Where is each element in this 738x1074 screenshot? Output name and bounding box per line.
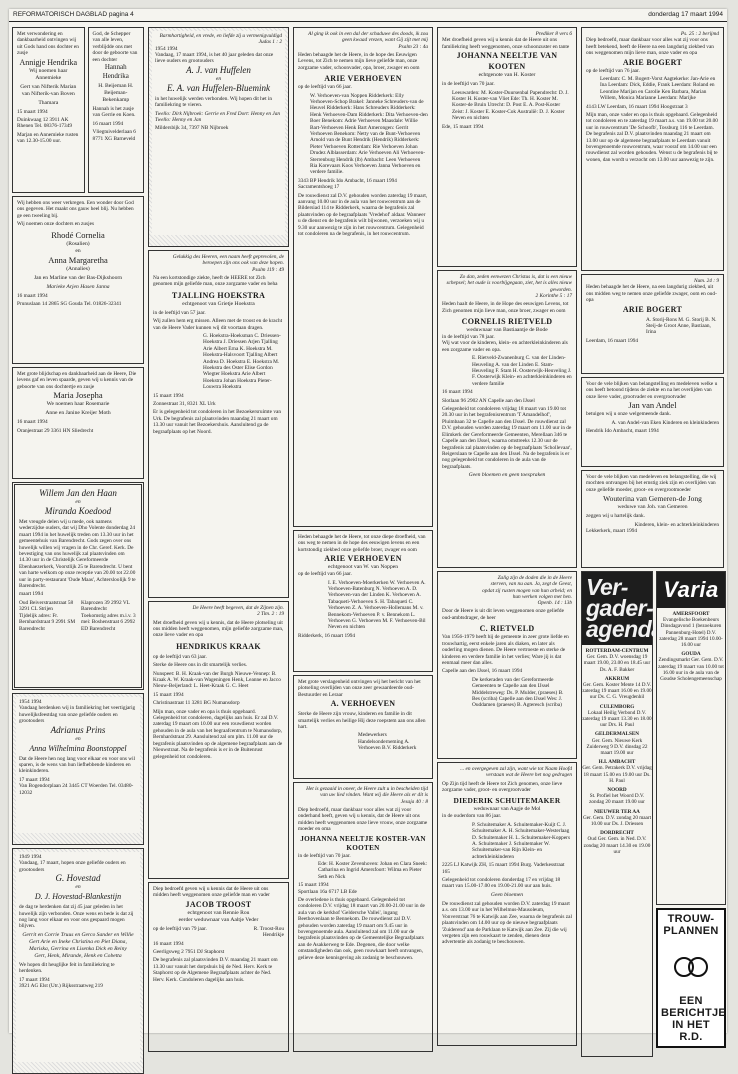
ad-age: in de leeftijd van 70 jaar. — [442, 81, 495, 88]
ad-verse: Gelukkig des Heeren, een naam heeft geprevolen, de beroepen zijn ons ook van deze hopen. — [172, 254, 284, 267]
ad-address-4: Toekomstig adres m.i.v. 3 mei: Boshenstraat 6 2992 ED Barendrecht — [81, 612, 136, 632]
agenda-item-text: Ger. Gem. D.V. woensdag 19 maart 19.00, 23.00 en 18.45 uur Ds. A. F. Bakker — [583, 654, 651, 673]
ad-signature: Geen bloemen en geen toespraken — [468, 472, 546, 479]
ad-family: G. Hoekstra-Hoeksman C. Driessen-Hoekstra J. Driessen Arjen Tjalling Arie Albert Erna K. Hoekstra M. Hoekstra-Halsvoort Tjalling Albert Andrea D. Hoekstra E. Hoekstra M. Hoekstra des Oster Elise Gordon Wiegter Hoekstra Arie Albert Hoekstra Johan Hoekstra Pieter-Louwtra Hoekstra — [203, 332, 281, 391]
ad-signature: A. van Andel-van Eken Kinderen en kleinkinderen — [611, 419, 719, 426]
ad-address: Prunuslaan 14 2865 SG Gouda Tel. 01826-32341 — [17, 301, 122, 308]
ad-subtitle: weduwnaar van Aagje de Mol — [473, 806, 541, 813]
ad-address: Geerligsweg 2 7951 DJ Staphorst — [153, 949, 225, 956]
ad-name-2: Anna Wilhelmina Boonstoppel — [29, 743, 127, 753]
agenda-item-text: Ger. Gem. Nieuwe Kerk Zuiderweg 9 D.V. dinsdag 22 maart 19.00 uur — [586, 737, 648, 757]
agenda-list-left — [582, 648, 652, 855]
ad-text: Vandaag herdenken wij in familiekring het veertigjarig huwelijksfeestdag van onze geliefde ouders en grootouders — [19, 705, 136, 725]
ad-date: 15 maart 1994 — [298, 882, 329, 889]
death-ad-rietveld — [437, 270, 577, 568]
ad-signature: Medewerkers Handelsonderneming A. Verhoeven B.V. Ridderkerk — [358, 732, 417, 752]
ad-text: Voor de vele blijken van belangstelling en medeleven welke u ons heeft betoond tijdens de ziekte en na het overlijden van onze lieve vader, grootvader en overgrootvader — [586, 381, 718, 400]
newspaper-page — [9, 9, 727, 1043]
ad-age: in de leeftijd van 78 jaar. — [442, 334, 495, 340]
death-ad-bogert-1 — [581, 27, 724, 271]
ad-name: Jan van Andel — [628, 400, 677, 411]
ad-name: Annigje Hendrika — [19, 57, 78, 67]
agenda-item-heading: NOORD — [607, 787, 627, 794]
ad-address: Duinkwaag 12 3911 AK Rhenen Tel. 08376-17349 — [17, 117, 72, 130]
ad-date: 17 maart 1994 — [19, 976, 50, 983]
ad-text: Heden haalt de Heere, in de Hope des eeuwigen Levens, tot Zich genomen mijn lieve man, onze broer, zwager en oom — [442, 301, 569, 314]
agenda-item-text: Ger. Gem. Petrakerk D.V. vrijdag 18 maart 15.00 en 19.00 uur Ds. H. Paul — [582, 765, 652, 784]
ad-text: Op Zijn tijd heeft de Heere tot Zich genomen, onze lieve zorgzame vader, groot- en overgrootvader — [442, 780, 563, 793]
ad-address: Vliegtuivelderlaan 6 8771 XG Barneveld — [92, 129, 136, 142]
ad-sibling: Thamara — [38, 99, 59, 106]
ad-name-1: G. Hovestad — [55, 873, 101, 884]
ad-address: Slotlaan 96 2902 AN Capelle aan den IJssel — [442, 397, 535, 404]
ad-and: en — [75, 884, 81, 891]
ad-date: 16 maart 1994 — [442, 389, 473, 396]
anniversary-ad-prins — [12, 693, 144, 845]
ad-age: op de leeftijd van 63 jaar. — [153, 653, 207, 660]
ad-text: Met grote verslagenheid ontvingen wij het bericht van het plotseling overlijden van onze zeer gewaardeerde oud-Bestuurder en Leraar — [298, 679, 421, 698]
ad-text: Met droefheid geven wij u kennis, dat de Heere plotseling uit ons midden heeft weggenomen, mijn geliefde zorgzame man, onze lieve vader en opa — [153, 619, 284, 639]
ad-intro: Met grote blijdschap en dankbaarheid aan de Heere, Die levens gaf en leven spaarde, geven wij u kennis van de geboorte van ons dochtertje en zusje — [17, 371, 137, 390]
ad-name: JOHANNA NEELTJE KOSTER-VAN KOOTEN — [300, 834, 426, 852]
ad-date: 16 maart 1994 — [92, 120, 124, 127]
ad-and: en — [75, 735, 81, 742]
ad-text-2: Gelegenheid tot condoleren donderdag 17 en vrijdag 18 maart van 15.00-17.00 en 19.00-21.00 uur aan huis. — [442, 877, 561, 890]
ad-verse-ref: Ps. 25 : 2 berijmd — [680, 31, 719, 37]
varia-section — [656, 571, 726, 1057]
ad-family: P. Schuitemaker A. Schuitemaker-Kuijt C. J. Schuitemaker A. H. Schuitemaker-Westerlaag D. Schuitemaker H. L. Schuitemaker-Koppers A. Schuitemaker J. Schuitemaker W. Schuitemaker-van Rijn Klein- en achterkleinkinderen — [472, 821, 571, 860]
ad-verse-ref: Psalm 119 : 49 — [252, 266, 284, 273]
ad-text: Door de Heere is uit dit leven weggenomen onze geliefde oud-ambtsdrager, de heer — [442, 608, 564, 621]
ad-name: ARIE VERHOEVEN — [324, 74, 402, 84]
ad-name: A. VERHOEVEN — [330, 699, 396, 709]
ad-subtitle: weduwe van Joh. van Gemeren — [617, 504, 688, 511]
ad-text-2: Dat de Heere hen nog lang voor elkaar en voor ons wil sparen, is de wens van hun liefhebbende kinderen en kleinkinderen. — [19, 755, 136, 775]
ad-text-2: Wij zullen hem erg missen. Alleen met de troost en de kracht van de Heere Vader kunnen wij dit voortaan dragen. — [153, 318, 283, 331]
ad-text-3: Er is gelegenheid tot condoleren in het Bezoekersruimte van Urk. De begrafenis zal plaatsvinden maandag 21 maart om 13.30 uur vanuit het Bezoekershuis. Aansluitend ga de begraafplaats op het Noord. — [153, 409, 281, 435]
death-ad-koster-van-kooten — [293, 782, 433, 1052]
ad-name: JACOB TROOST — [185, 899, 252, 909]
ad-intro: God, de Schepper van alle leven, verblijdde ons met door de geboorte van een dochter — [92, 31, 138, 63]
ad-verse: Barmhartigheid, en vrede, en liefde zij u vermenigvuldigd — [159, 33, 282, 39]
ad-text-3: Mijn man, onze vader en opa is thuis opgebaard. Gelegenheid tot condoleren, dagelijks aan huis. Er zal D.V. zaterdag 19 maart om 10.00 uur een rouwdienst worden gehouden in de aula van het begraafcentrum te Numansdorp, Bernhardstraat 29. Aansluitend zal om plm. 11.00 uur de begrafenis plaatsvinden op de algemene begraafplaats aan de Nieuwstraat. Na de begrafenis is er in de Buitenrust gelegenheid tot condoleren. — [153, 708, 283, 760]
agenda-item-heading: GOUDA — [681, 651, 701, 658]
death-ad-verhoeven-2 — [293, 530, 433, 672]
death-ad-verhoeven-1 — [293, 27, 433, 527]
ad-nickname: We noemen haar Rosemarie — [46, 401, 110, 408]
ad-name-2: Miranda Koedood — [44, 506, 112, 516]
meeting-agenda-title: Ver- gader- agenda — [582, 572, 652, 645]
ad-verse: Zo dan, zeden eenwezen Christus is, dat is een nieuw schepsel; het oude is voorbijgegaan, ziet, het is alles nieuw geworden. — [446, 274, 572, 293]
ad-note: We hopen dit heuglijke feit in familiekring te herdenken. — [19, 961, 115, 975]
ad-family: A. Storij-Rons M. G. Storij B. N. Steij-de Groot Anne, Bastiaan, Irina — [646, 316, 717, 336]
ad-verse: Het is gezaaid in oneer, de Heere zult u in bescheiden tijd van uw lied vinden. Want wij die Heere als er dit is — [306, 786, 428, 799]
ad-nickname-1: (Rosalien) — [66, 240, 90, 247]
ad-address: Hendrik Ido Ambacht, maart 1994 — [586, 428, 659, 435]
ad-name-2: E. A. van Huffelen-Bluemink — [166, 82, 271, 93]
ad-text-2: Wij wat voor de kinderen, klein- en achterkleinkinderen als een zorgzame vader en opa. — [442, 340, 568, 353]
header-left: REFORMATORISCH DAGBLAD pagina 4 — [13, 11, 134, 18]
ad-text: Heden behaagde het de Heere, na een langdurig ziekbed, uit ons midden weg te nemen onze geliefde zwager, oom en oud-opa — [586, 284, 717, 304]
ad-verse: ... en overgegeven zal zijn, want wie tot Naam Hoofd verstaan wat de Heere het nog gedragen — [460, 766, 572, 779]
meeting-agenda — [581, 571, 664, 1057]
ad-date: 15 maart 1994 — [153, 392, 184, 399]
ad-nickname-2: (Annalies) — [66, 265, 90, 272]
ad-age: in de leeftijd van 70 jaar. — [298, 852, 351, 859]
ad-name-2: Anna Margaretha — [48, 254, 108, 265]
ad-name: Maria Josepha — [53, 390, 103, 401]
ad-name: DIEDERIK SCHUITEMAKER — [453, 796, 561, 806]
ad-date: 17 maart 1994 — [19, 776, 50, 783]
ad-text-2: De overledene is thuis opgebaard. Gelegenheid tot condoleren D.V. vrijdag 18 maart van 20.00-21.00 uur in de aula van de kerkhof 'Geldersche Vallei', ingang Beethovenlaan te Bennekom. De rouwdienst zal D.V. gehouden worden zaterdag 19 maart om 9.45 uur in bovengenoemde aula. Aansluitend zal om 11.00 uur de begrafenis plaatsvinden op de Gemeentelijke Begraafplaats aan de Asakkerweg te Ede. Degenen, die door welke omstandigheden dan ook, geen rouwkaart heeft ontvangen, gelieve deze kennisgeving als zodanig te beschouwen. — [298, 896, 425, 961]
ad-text-2: in het huwelijk werden verbonden. Wij hopen dit het in familiekring te vieren. — [155, 95, 273, 109]
ad-name: HENDRIKUS KRAAK — [176, 641, 261, 651]
ad-address: Oranjestraat 29 3361 HN Sliedrecht — [17, 427, 94, 434]
ad-intro: Met verwondering en dankbaarheid ontvingen wij uit Gods hand ons dochter en zusje — [17, 31, 79, 57]
ad-age: op de leeftijd van 66 jaar. — [298, 84, 352, 91]
ad-nickname: Wij noemen haar Annemieke — [29, 67, 68, 81]
agenda-item-heading: DORDRECHT — [600, 830, 634, 837]
ad-address: 3343 BP Hendrik Ido Ambacht, 16 maart 1994 Sacramentshoeg 17 — [298, 177, 397, 191]
ad-text-2: Sterke de Heere zijn vrouw, kinderen en familie in dit smartelijk verlies en heilige Hij deze roepstem aan ons allen hart. — [298, 711, 426, 731]
ad-subtitle: weduwnaar van Bastiaantje de Bode — [466, 327, 548, 333]
agenda-item-heading: AMERSFOORT — [672, 611, 710, 617]
ad-text-2: Van 1956-1979 heeft hij de gemeente in zeer grote liefde en trouwhartig, eerst enkele jaren als diaken, en later als ouderling mogen dienen. De Heere vertroeste en sterke de kinderen en verdere familie in het verlies; Ware jij is dat eenmaal meer dan alles. — [442, 634, 569, 666]
ad-text-2: zeggen wij u hartelijk dank. — [586, 513, 645, 520]
ad-parents: Gert van Nifterik Marian van Nifterik-van Boven — [20, 83, 77, 97]
ad-name: ARIE BOGERT — [622, 57, 683, 67]
ad-age: in de ouderdom van 86 jaar. — [442, 813, 502, 820]
death-ad-bogert-2 — [581, 274, 724, 374]
ad-grandchildren: Gert, Henk, Mirande, Henk en Cobetta — [34, 952, 122, 959]
birth-ad-twins — [12, 196, 144, 364]
ad-name-1: Willem Jan den Haan — [39, 488, 117, 498]
ad-family: I. E. Verhoeven-Moerkerken W. Verhoeven A. Verhoeven-Batenburg N. Verhoeven A. D. Verhoeven-van der Linden K. Verhoeven A. Tabaqueti-Verhoeven S. H. Tabaqueti C. Verhoeven Z. A. Verhoeven-Hollemans M. v. Bennekom-Verhoeven P. v. Bennekom L. Verhoeven G. Verhoeven M. F. Verhoeven-Bil Neven en nichten — [328, 579, 426, 631]
column-3 — [293, 27, 433, 1025]
ad-name: ARIE VERHOEVEN — [324, 554, 402, 564]
ad-age: op de leeftijd van 66 jaar. — [298, 571, 352, 578]
ad-verse-ref: Jesaja 40 : 8 — [400, 798, 428, 805]
agenda-item-text: Ger. Gem. D.V. zondag 20 maart 10.00 uur Ds. J. Driessen — [582, 814, 652, 828]
agenda-section — [581, 571, 727, 1057]
page-header — [9, 9, 727, 22]
ad-age: in de leeftijd van 57 jaar. — [153, 309, 206, 316]
ad-text: Heden behaagde het de Heere, in de hope des Eeuwigen Levens, tot Zich te nemen mijn lieve geliefde man, onze zorgzame vader, schoonvader, opa, broer, zwager en oom — [298, 51, 420, 71]
ad-verse-ref: 2 Tim. 2 : 19 — [257, 611, 284, 618]
ad-parents: H. Beijeman H. Beijeman-Bekenkamp — [98, 83, 134, 104]
ad-age: op de leeftijd van 79 jaar. — [153, 925, 207, 932]
ad-name-1: Adrianus Prins — [50, 724, 106, 735]
anniversary-ad-huffelen — [148, 27, 289, 247]
ad-text: Vandaag, 17 maart, hopen onze geliefde ouders en grootouders — [19, 860, 126, 873]
death-ad-verhoeven-company — [293, 675, 433, 779]
ad-name: Hannah Hendrika — [102, 63, 129, 81]
ad-and: en — [215, 75, 222, 82]
agenda-item-heading: GELDERMALSEN — [594, 731, 640, 738]
ad-verse-ref: Prediker 8 vers 6 — [535, 31, 572, 37]
ad-name-1: A. J. van Huffelen — [186, 64, 251, 75]
birth-ad-maria — [12, 367, 144, 479]
ad-address: Van Bogendorplaan 24 3445 CT Woerden Tel. 03480-12032 — [19, 783, 134, 796]
ad-signature: De kerkeraden van der Gereformeerde Gemeenten te Capelle aan den IJssel Middelstreweg: Ds. P. Mulder, (praeses) B. Bes (scriba) Capelle aan den IJssel Wes: J. Ouddamen (praeses) B. Agteresch (scriba) — [472, 676, 564, 709]
ad-family: Leerdam: C. M. Bogert-Vorst Aagtekerke: Jan-Arie en Ina Leerdam: Dick, Eddie, Frank Leerdam: Roland en Leontine Marijan en Carolie Ken Barbara, Marian Willem, Monica Marianne Leerdam: Marijke — [600, 75, 716, 102]
ad-date: maart 1994 — [19, 591, 43, 598]
ad-text: Met droefheid geven wij u kennis dat de Heere uit ons familiekring heeft weggenomen, onze schoonzuster en tante — [442, 37, 570, 50]
ad-date: 15 maart 1994 — [153, 691, 184, 698]
ad-name: Wouterina van Gemeren-de Jong — [603, 494, 702, 504]
anniversary-ad-hovestad — [12, 848, 144, 1074]
ad-name: C. RIETVELD — [479, 624, 535, 634]
ad-text: Diep bedroefd geven wij u kennis dat de Heere uit ons midden heeft weggenomen onze geliefde man en vader — [153, 886, 270, 899]
ad-name-2: D. J. Hovestad-Blankestijn — [34, 892, 122, 902]
header-right: donderdag 17 maart 1994 — [648, 11, 723, 18]
ad-text: Heden behaagde het de Heere, tot onze diepe droefheid, van ons weg te nemen in de hope des eeuwigen levens en een kortstondig ziekbed onze geliefde broer, zwager en oom — [298, 534, 426, 553]
ad-verse: De Heere heeft begeven, dat de Zijnen zijn. — [192, 605, 284, 611]
ad-children: Gerrit en Corrie Truus en Gerco Sander en Willie Gert Arie en Ineke Christina en Piet Diana, Mariska, Gerrina en Lisenka Dick en Reiny — [22, 931, 134, 952]
column-2 — [148, 27, 289, 1025]
ad-text-2: de dag te herdenken dat zij 45 jaar geleden in het huwelijk zijn verbonden. Onze wens en bede is dat zij nog lang voor elkaar en voor ons gespaard mogen blijven. — [19, 904, 134, 930]
ad-text-3: De rouwdienst zal gehouden worden D.V. zaterdag 19 maart a.s. om 13.00 uur in het Wilhelmus-Mausoleum, Vonverstraat 76 te Katwijk aan Zee, waarna de begrafenis zal plaatsvinden om 14.00 uur op de nieuwe begraafplaats 'Zuiderend' aan de Parklaan te Katwijk aan Zee. Zij die wij vergeten zijn een rouwkaart te zenden, dienen deze advertentie als zodanig te beschouwen. — [442, 900, 572, 946]
ad-text: Voor de vele blijken van medeleven en belangstelling, die wij mochten ontvangen bij het ernstig ziek zijn en overlijden van onze geliefde moeder, groot- en overgrootmoeder — [586, 474, 717, 493]
ad-address: Ridderkerk, 16 maart 1994 — [298, 632, 356, 639]
agenda-item-text: Oud Ger. Gem. in Ned. D.V. zondag 20 maart 14.30 en 19.00 uur — [583, 836, 651, 855]
thanks-ad-van-gemeren — [581, 470, 724, 568]
ad-verse-ref: 2 Korinthe 5 : 17 — [535, 292, 572, 299]
ad-date: 16 maart 1994 — [17, 419, 48, 426]
ad-verse-ref: Psalm 23 : 4a — [398, 43, 428, 50]
ad-date: 16 maart 1994 — [153, 940, 184, 947]
ad-siblings: Marieke Arjen Hasen Janna — [46, 283, 110, 290]
ad-family: Nunspeet: B. H. Kraak-van der Burgh Nieuwe-Vennep: B. Kraak A. W. Kraak-van Wageningen Henk, Leanne en Jacco Nieuw-Beijerland: L. Heet-Kraak G. C. Heet — [153, 670, 281, 690]
agenda-item-text: Zendingsmarkt Ger. Gem. D.V. zaterdag 19 maart van 10.00 tot 16.00 uur in de aula van de Goudse Scholengemeenschap — [658, 657, 724, 683]
ad-parents: Anne en Janine Kreijer Moth — [45, 410, 111, 417]
ad-years: 1954 1994 — [19, 699, 42, 705]
ad-address: Capelle aan den IJssel, 16 maart 1994 — [442, 668, 523, 675]
ad-verse-ref: Judas 1 : 2 — [258, 39, 282, 46]
agenda-item-text: Lokaal Heilig Verbond D.V. zaterdag 19 maart 13.30 en 18.00 uur Drs. H. Paul — [582, 709, 652, 729]
ad-address: Lekkerkerk, maart 1994 — [586, 528, 638, 535]
ad-address: Leerdam, 16 maart 1994 — [586, 337, 639, 344]
ad-note: Mildersbijk 34, 7397 NB Nijbroek — [155, 125, 229, 132]
thanks-ad-van-andel — [581, 377, 724, 467]
ad-family: R. Troost-Rou Hendrikje — [253, 925, 284, 939]
ad-address: 2225 LJ Katwijk ZH, 15 maart 1994 Burg. Vaderkesstraat 165 — [442, 862, 565, 875]
ad-text: Na een kortstondige ziekte, heeft de HEERE tot Zich genomen mijn geliefde man, onze zorgzame vader en beha — [153, 274, 278, 288]
ad-text-2: betuigen wij u onze welgemeende dank. — [586, 411, 672, 418]
ad-text-2: Mijn man, onze vader en opa is thuis opgebaard. Gelegenheid tot condoleren en te zaterdag 19 maart a.s. van 19.00 tot 20.00 uur in rouwcentrum 'De Schoofb', Tossburg 116 te Leerdam. De begrafenis zal D.V. plaatsvinden maandag 21 maart om 13.00 uur op de algemene begraafplaats te Leerdam vanuit bovengenoemde rouwcentrum, waar vooraf om 14.00 uur een rouwdienst zal worden gehouden. Wenst u de begrafenis bij te wonen, dan wordt u verzocht om 13.00 uur aanwezig te zijn. — [586, 111, 718, 163]
death-ad-troost — [148, 882, 289, 1052]
trouw-plannen-ad — [656, 908, 726, 1048]
ad-date: 15 maart 1994 — [17, 108, 48, 115]
ad-subtitle: echtgenote van H. Koster — [478, 72, 536, 79]
ad-intro: Wij hebben ons weer verkregen. Een wonder door God ons gegeven. Het maakt ons gauw heel blij. Nu hebben ge een tweeling bij. — [17, 200, 134, 219]
ad-family: Ede: H. Koster Zevenhoven: Johan en Clara Sneek: Catharina en Ingrid Amersfoort: Wilma en Pieter Seth en Nick — [318, 860, 428, 880]
agenda-item-text: St. Profiel het Woord D.V. zondag 20 maart 19.00 uur — [589, 793, 645, 806]
agenda-item-heading: H.I. AMBACHT — [598, 759, 636, 766]
ad-text-2: Sterke de Heere ons in dit smartelijk verlies. — [153, 662, 248, 669]
agenda-item-heading: NIEUWER TER AA — [594, 808, 640, 815]
ad-text-3: Gelegenheid tot condoleren vrijdag 18 maart van 19.00 tot 20.30 uur in het begrafenisrentrum 'T Amandelhof', Pluimbaan 32 te Capelle aan den IJssel. De rouwdienst zal D.V. gehouden worden zaterdag 19 maart om 11.00 uur in de Elimkerk der Gereformeerde Gemeenten, Merellaan 346 te Capelle aan den IJssel, waarna omstreeks 12.30 uur de begrafenis zal plaatsvinden op de begraafplaats 'Schollevaar', Reigerslaan te Capelle aan den IJssel. Na de begrafenis is er nog gelegenheid tot condoleren in de aula van de begraafplaats. — [442, 406, 572, 470]
ad-subtitle: echtgenoot van Grietje Hoekstra — [182, 300, 255, 307]
agenda-item-text: Evangelische Boekenbeurs Dinsdagavond 1 (bezoekuren Pannenburg-Hotel) D.V. zaterdag 28 maart 1994 10.00-16.00 uur — [659, 617, 723, 649]
ad-text-2: De rouwdienst zal D.V. gehouden worden zaterdag 19 maart, aanvang 10.00 uur in de aula van het rouwcentrum aan de Bildersiad 114 te Ridderkerk, waarna de begrafenis zal plaatsvinden op de begraafplaats 'Vredehof' aldaar. Wanneer u de dienst en de begrafenis wilt bijwonen, verzoeken wij u 9.30 uur aanwezig te zijn in het rouwcentrum. Gelegenheid tot condoleren na de begrafenis, in het rouwcentrum. — [298, 192, 428, 238]
ad-note: Hannah is het zusje van Gerrie en Koen. — [92, 106, 136, 119]
ad-and: en — [75, 499, 81, 505]
ad-signature: Kinderen, klein- en achterkleinkinderen — [634, 521, 719, 528]
trouw-plannen-title: TROUW-PLANNEN — [663, 913, 719, 937]
ad-name: CORNELIS RIETVELD — [461, 317, 553, 326]
ad-family: W. Verhoeven-van Noppen Ridderkerk: Elly Verhoeven-Schop Brakel: Janneke Schreuders-van de Heuvel Ridderkerk: Hans Schreuders Ridderkerk: Henk Verhoeven-Dam Ridderkerk: Dita Verhoeven-den Boer Benekom: Adrie Verhoeven Maasdale: Willie Bart-Verhoeven Henk Bart Amerongen: Gerrit Verhoeven Benekom: Netty van de Bunt-Verhoeven Arnold van de Bunt Hendrik (Hendrik) Ridderkerk: Pieter Verhoeven Rotterdam: Rie Verhoeven Johan Drudez Alblasserdam: Arie Verhoeven Ali Verhoeven-Sterrenburg Hendrik (lb) Ambacht: Leen Verhoeven Ria Korevaars Koos Verhoeven Janna Verhoeven en verdere familie. — [310, 92, 428, 176]
ad-text: Vandaag, 17 maart 1994, is het 40 jaar geleden dat onze lieve ouders en grootouders — [155, 52, 274, 65]
ad-address: 4143 LW Leerdam, 16 maart 1994 Hoogstraat 3 — [586, 103, 688, 110]
ad-names-intro: Wij noemen onze dochters en zusjes — [17, 221, 95, 228]
ad-verse-ref: Num. 24 : 9 — [693, 278, 719, 284]
ad-note: Marjan en Annemieke rusten van 12.30-15.00 uur. — [17, 131, 79, 145]
ad-subtitle: echtgenoot van Rennie Rou — [187, 909, 250, 916]
death-ad-van-kooten — [437, 27, 577, 267]
wedding-ad-haan-koedood — [12, 482, 144, 690]
trouw-plannen-subtitle: EEN BERICHTJE IN HET R.D. — [661, 995, 727, 1043]
ad-address-2: Klaprozen 39 2992 VL Barendrecht — [81, 599, 130, 613]
ad-address: Zonnestraat 31, 8321 XL Urk — [153, 400, 216, 407]
death-ad-hoekstra — [148, 250, 289, 598]
ad-text: Met vreugde delen wij u mede, ook namens wederzijdse ouders, dat wij Dho Volente donderdag 24 maart 1994 in het huwelijk treden om 13.30 uur in het gemeentehuis van Barendrecht. Gods zegen over ons huwelijk willen wij vragen in de Chr. Geref. Kerk. De bevestiging van ons huwelijk zal plaatsvinden om 14.30 uur in de Christelijk Gereformeerde Ebenhaezerkerk, Voorstlijk 25 te Barendrecht. U bent van harte welkom op onze receptie van 20.00 tot 22.00 uur in party-restaurant 'Oude Maas', Achtersloolijk 9 te Barendrecht. — [19, 519, 136, 590]
heart-rings-icon — [666, 953, 716, 979]
ad-date: 16 maart 1994 — [17, 292, 48, 299]
birth-ad-annigje — [12, 27, 85, 193]
ad-subtitle: echtgenoot van W. van Noppen — [327, 564, 399, 571]
ad-text: Diep bedroefd, maar dankbaar voor alles wat zij voor ons heeft betekend, heeft de Heere na een langdurig ziekbed van ons weggenomen mijn lieve man, onze vader en opa — [586, 37, 714, 57]
agenda-item-heading: ROTTERDAM-CENTRUM — [585, 648, 649, 654]
ad-name: ARIE BOGERT — [622, 304, 683, 314]
ad-age: op de leeftijd van 76 jaar. — [586, 67, 640, 74]
birth-ad-hannah — [88, 27, 144, 193]
ad-parents: Jan en Marline van der Bas-Dijkshoorn — [33, 274, 123, 281]
ad-name: JOHANNA NEELTJE VAN KOOTEN — [456, 51, 558, 72]
ad-address-1: Oud Beiverstraatstraat 58 3291 CL Strijen — [19, 599, 74, 613]
ad-text: Diep bedroefd, maar dankbaar voor alles wat zij voor onderhand heeft, geven wij u kennis, dat de Heere uit ons midden heeft weggenomen onze lieve vrouw, onze zorgzame moeder en oma — [298, 806, 428, 833]
agenda-list-right — [657, 611, 725, 682]
ad-verse-ref: Openb. 14 : 13b — [537, 600, 572, 607]
agenda-item-heading: CULEMBORG — [599, 703, 635, 710]
death-ad-schuitemaker — [437, 762, 577, 1046]
death-ad-kraak — [148, 601, 289, 879]
ad-subtitle-2: eerder weduwnaar van Aaltje Veder — [178, 916, 259, 923]
column-5 — [581, 27, 727, 1043]
ad-family: Leeuwarden: M. Koster-Duursenbal Papendrecht: D. J. Koster H. Koster-van Vliet Ede: Th. H. Koster M. Koster-de Bruin Utrecht: D. Post E. A. Post-Koster Zeist: J. Koster E. Koster-Cok Australië: D. J. Koster Neven en nichten — [452, 89, 569, 122]
column-1 — [12, 27, 144, 1025]
ad-address: 3921 AG Elst (Utr.) Rijksstraatweg 219 — [19, 983, 103, 990]
ad-name-1: Rhodé Cornelia — [51, 229, 105, 240]
ad-address: Christinastraat 11 3281 BG Numansdorp — [153, 700, 240, 707]
varia-box — [656, 571, 726, 905]
ad-name: TJALLING HOEKSTRA — [171, 290, 266, 300]
ad-address: Sportlaan 16a 6717 LB Ede — [298, 888, 357, 895]
ad-years: 1954 1994 — [155, 45, 178, 52]
column-4 — [437, 27, 577, 1025]
ad-years: 1949 1994 — [19, 854, 42, 860]
ad-signature: Geen bloemen — [490, 891, 524, 898]
ad-verse: Al ging ik ook in een dal der schaduwe des doods, ik zou geen kwaad vrezen, want Gij zijt met mij — [308, 31, 428, 44]
ad-and: en — [75, 247, 81, 254]
death-ad-rietveld-church — [437, 571, 577, 759]
agenda-item-heading: AKKRUM — [604, 675, 630, 682]
ad-text-2: De begrafenis zal plaatsvinden D.V. maandag 21 maart om 13.30 uur vanuit het dorpshuis bij de Ned. Herv. Kerk te Staphorst op de Algemene Begraafplaats achter de Ned. Herv. Kerk. Condoleren dagelijks aan huis. — [153, 957, 278, 983]
ad-family: E. Rietveld-Zwanenburg C. van der Linden-Heuveling A. van der Linden E. Stam-Heuveling F. Stam H. Oosterwijk-Heuveling J. F. Oosterwijk Klein- en achterkleinkinderen en verdere familie — [472, 355, 572, 387]
ad-verse: Zalig zijn de doden die in de Heere sterven, van nu aan. Ja, zegt de Geest, opdat zij rusten mogen van hun arbeid; en hun werken volgen met hen. — [482, 575, 572, 600]
agenda-item-text: Ger. Gem. Koster Mente 14 D.V. zaterdag 19 maart 16.00 en 19.00 uur Ds. C. G. Vreugdenhil — [582, 682, 652, 701]
ad-address-3: Tijdelijk adres: Fr. Bernhardstraat 9 2991 SM Barendrecht — [19, 612, 76, 632]
ad-address: Ede, 15 maart 1994 — [442, 123, 484, 130]
ad-children: Twello: Dirk Nijbroek: Gerrie en Fred Dort: Henny en Jan Twello: Henny en Jan — [155, 110, 280, 124]
varia-title: Varia — [657, 572, 725, 608]
